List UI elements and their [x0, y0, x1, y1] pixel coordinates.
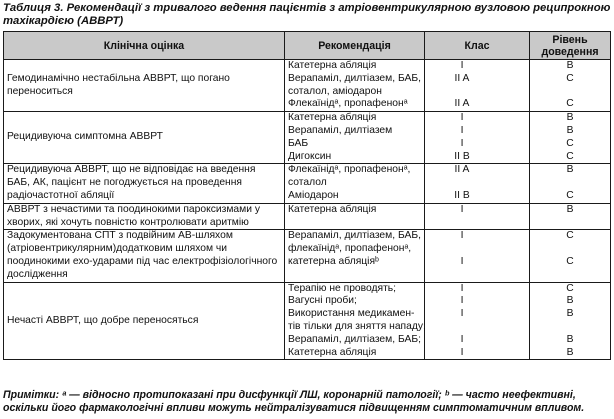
header-evidence-level: Рівень доведення — [530, 32, 611, 60]
recommendation-line: Катетерна абляція — [288, 60, 377, 71]
class-cell — [425, 112, 530, 164]
class-cell — [425, 164, 530, 203]
evidence-level-cell — [530, 164, 611, 203]
class-value: I — [460, 295, 464, 307]
recommendation-line: Катетерна абляція — [288, 203, 377, 215]
footnotes: Примітки: ᵃ — відносно протипоказані при дисфункції ЛШ, коронарній патології; ᵇ — часто неефективні, оскільки його фармакологічні впливи можуть нейтралізуватися підвищенням симптоматичним впливом. — [3, 389, 585, 414]
evidence-level-value: C — [566, 282, 574, 294]
clinical-assessment-cell: Нечасті АВВРТ, що добре переносяться — [4, 282, 285, 360]
table-row — [4, 112, 611, 164]
recommendation-cell — [285, 112, 425, 164]
recommendation-line: Верапаміл, дилтіазем, БАБ, — [288, 230, 421, 242]
recommendation-line: Використання медикамен- — [288, 308, 415, 320]
evidence-level-value: B — [566, 295, 574, 307]
table-row — [4, 164, 611, 203]
class-cell — [425, 203, 530, 230]
recommendation-line: соталол, аміодарон — [288, 85, 382, 97]
clinical-assessment-cell: Рецидивуюча АВВРТ, що не відповідає на введення БАБ, АК, пацієнт не погоджується на проведення радіочастотної абляції — [4, 164, 285, 203]
class-value: I — [460, 230, 464, 242]
table-row — [4, 230, 611, 282]
table-caption: Таблиця 3. Рекомендації з тривалого ведення пацієнтів з атріовентрикулярною вузловою реципрокною тахікардією (АВВРТ) — [3, 2, 611, 27]
recommendation-cell — [285, 230, 425, 282]
evidence-level-value: C — [566, 255, 574, 267]
recommendation-line: Дигоксин — [288, 150, 332, 162]
class-value: II B — [454, 150, 470, 162]
recommendation-line: БАБ — [288, 137, 309, 149]
recommendation-cell — [285, 282, 425, 360]
class-cell — [425, 60, 530, 112]
evidence-level-cell — [530, 60, 611, 112]
recommendation-line: Флекаїнідᵃ, пропафенонᵃ — [288, 98, 408, 110]
evidence-level-value: B — [566, 346, 574, 358]
recommendation-line: Аміодарон — [288, 189, 339, 201]
class-value: II B — [454, 189, 470, 201]
recommendation-line: Катетерна абляція — [288, 112, 377, 124]
evidence-level-value: C — [566, 137, 574, 149]
table-row — [4, 60, 611, 112]
evidence-level-value — [533, 321, 607, 334]
evidence-level-value: B — [566, 203, 574, 215]
header-class: Клас — [425, 32, 530, 60]
class-value — [428, 321, 526, 334]
evidence-level-value: B — [566, 333, 574, 345]
recommendation-line: Флекаїнідᵃ, пропафенонᵃ, — [288, 164, 411, 176]
recommendation-cell — [285, 60, 425, 112]
table-header-row — [4, 32, 611, 60]
class-value: I — [460, 282, 464, 294]
evidence-level-value: B — [566, 124, 574, 136]
evidence-level-cell — [530, 112, 611, 164]
recommendation-line: флекаїнідᵃ, пропафенонᵃ, — [288, 243, 412, 255]
header-recommendation: Рекомендація — [285, 32, 425, 60]
evidence-level-cell — [530, 282, 611, 360]
recommendations-table — [3, 31, 611, 360]
class-value: II A — [454, 98, 470, 110]
class-value: I — [460, 137, 464, 149]
evidence-level-value: C — [566, 189, 574, 201]
class-value: II A — [454, 72, 470, 84]
recommendation-line: Катетерна абляція — [288, 346, 377, 358]
evidence-level-value: B — [566, 60, 574, 71]
recommendation-line: Вагусні проби; — [288, 295, 357, 307]
class-value: I — [460, 124, 464, 136]
evidence-level-value: B — [566, 164, 574, 176]
class-value: I — [460, 346, 464, 358]
table-body — [4, 60, 611, 360]
evidence-level-value — [533, 86, 607, 99]
class-value: II A — [454, 164, 470, 176]
evidence-level-value: C — [566, 230, 574, 242]
class-value — [428, 243, 526, 256]
class-value: I — [460, 112, 464, 124]
evidence-level-cell — [530, 203, 611, 230]
evidence-level-value: C — [566, 98, 574, 110]
class-value: I — [460, 203, 464, 215]
recommendation-line: соталол — [288, 177, 327, 189]
recommendation-line: Верапаміл, дилтіазем — [288, 124, 393, 136]
recommendation-line: Верапаміл, дилтіазем, БАБ; — [288, 333, 421, 345]
evidence-level-value: C — [566, 72, 574, 84]
clinical-assessment-cell: Задокументована СПТ з подвійним АВ-шляхом (атріовентрикулярним)додатковим шляхом чи поодинокими ехо-ударами під час електрофізіологічного дослідження — [4, 230, 285, 282]
evidence-level-value — [533, 243, 607, 256]
class-value: I — [460, 255, 464, 267]
class-cell — [425, 230, 530, 282]
class-value — [428, 177, 526, 190]
class-cell — [425, 282, 530, 360]
clinical-assessment-cell: Рецидивуюча симптомна АВВРТ — [4, 112, 285, 164]
recommendation-cell — [285, 164, 425, 203]
recommendation-line: Верапаміл, дилтіазем, БАБ, — [288, 72, 421, 84]
evidence-level-value: B — [566, 112, 574, 124]
class-value: I — [460, 60, 464, 71]
class-value: I — [460, 333, 464, 345]
recommendation-line: тів тільки для зняття нападу; — [288, 320, 426, 332]
class-value — [428, 86, 526, 99]
recommendation-line: катетерна абляціяᵇ — [288, 255, 379, 267]
recommendation-cell — [285, 203, 425, 230]
recommendation-line: Терапію не проводять; — [288, 282, 397, 294]
header-clinical-assessment: Клінічна оцінка — [4, 32, 285, 60]
table-row — [4, 203, 611, 230]
table-row — [4, 282, 611, 360]
clinical-assessment-cell: АВВРТ з нечастими та поодинокими пароксизмами у хворих, які хочуть повністю контролювати аритмію — [4, 203, 285, 230]
evidence-level-cell — [530, 230, 611, 282]
clinical-assessment-cell: Гемодинамічно нестабільна АВВРТ, що погано переноситься — [4, 60, 285, 112]
class-value: I — [460, 308, 464, 320]
evidence-level-value: B — [566, 308, 574, 320]
evidence-level-value: C — [566, 150, 574, 162]
evidence-level-value — [533, 177, 607, 190]
